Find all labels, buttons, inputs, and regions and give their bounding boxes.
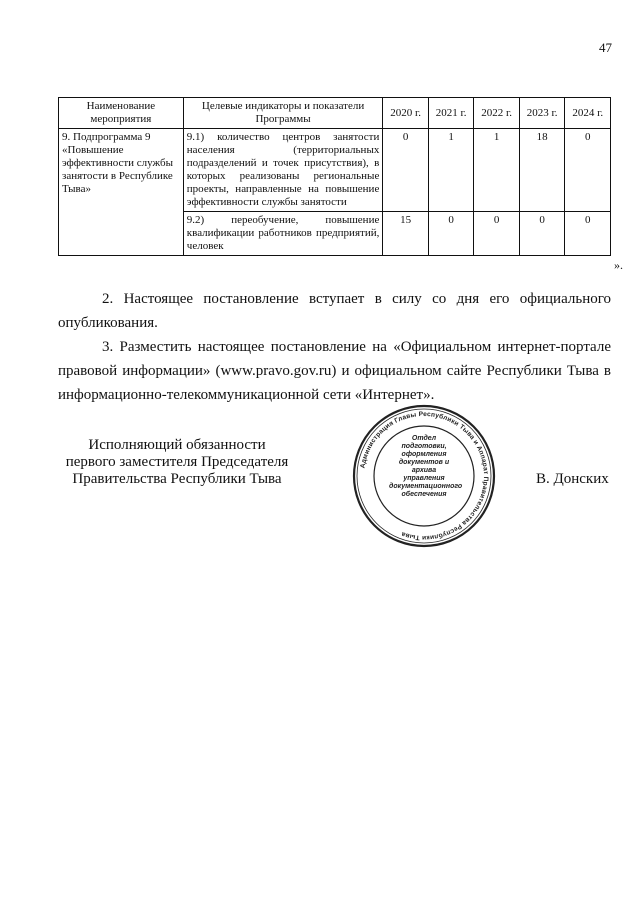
stamp-line: оформления	[401, 451, 447, 458]
signatory-title-line: Исполняющий обязанности	[88, 437, 266, 453]
value-cell: 0	[383, 129, 429, 212]
closing-quote: ».	[614, 258, 623, 272]
indicators-table	[58, 97, 611, 256]
header-cell: 2022 г.	[474, 98, 520, 129]
paragraph-3: 3. Разместить настоящее постановление на «Официальном интернет-портале правовой информации» (www.pravo.gov.ru) и официальном сайте Республики Тыва в информационно-телекоммуникационной сети «Интернет».	[58, 339, 611, 403]
header-cell: 2024 г.	[565, 98, 611, 129]
signatory-title-line: Правительства Республики Тыва	[72, 471, 282, 487]
table-row	[59, 129, 611, 212]
table-header-row	[59, 98, 611, 129]
header-cell: 2023 г.	[519, 98, 565, 129]
stamp-line: управления	[403, 475, 445, 482]
signatory-title-line: первого заместителя Председателя	[65, 454, 289, 470]
value-cell: 0	[519, 212, 565, 256]
header-cell: 2020 г.	[383, 98, 429, 129]
official-stamp	[351, 403, 497, 549]
header-cell: Наименование мероприятия	[59, 98, 184, 129]
program-name-cell: 9. Подпрограмма 9 «Повышение эффективности службы занятости в Республике Тыва»	[59, 129, 184, 256]
paragraph-2: 2. Настоящее постановление вступает в силу со дня его официального опубликования.	[58, 291, 611, 331]
stamp-ring-text: Администрация Главы Республики Тыва и Аппарат Правительства Республики Тыва	[359, 410, 490, 542]
value-cell: 0	[428, 212, 474, 256]
indicator-cell: 9.2) переобучение, повышение квалификации работников предприятий, человек	[183, 212, 383, 256]
stamp-line: подготовки,	[401, 443, 447, 450]
stamp-line: обеспечения	[401, 491, 447, 498]
signatory-title	[62, 437, 292, 488]
value-cell: 18	[519, 129, 565, 212]
page-number: 47	[599, 40, 612, 55]
stamp-line: документов и архива	[398, 459, 450, 474]
stamp-line: документационного	[389, 483, 463, 490]
signatory-name: В. Донских	[536, 471, 609, 487]
value-cell: 0	[565, 129, 611, 212]
value-cell: 1	[428, 129, 474, 212]
stamp-line: Отдел	[411, 435, 437, 442]
indicator-cell: 9.1) количество центров занятости населения (территориальных подразделений и точек присутствия), в которых реализованы региональные проекты, направленные на повышение эффективности службы занятости	[183, 129, 383, 212]
value-cell: 15	[383, 212, 429, 256]
header-cell: Целевые индикаторы и показатели Программы	[183, 98, 383, 129]
value-cell: 1	[474, 129, 520, 212]
value-cell: 0	[565, 212, 611, 256]
value-cell: 0	[474, 212, 520, 256]
stamp-center-text	[389, 435, 463, 499]
header-cell: 2021 г.	[428, 98, 474, 129]
